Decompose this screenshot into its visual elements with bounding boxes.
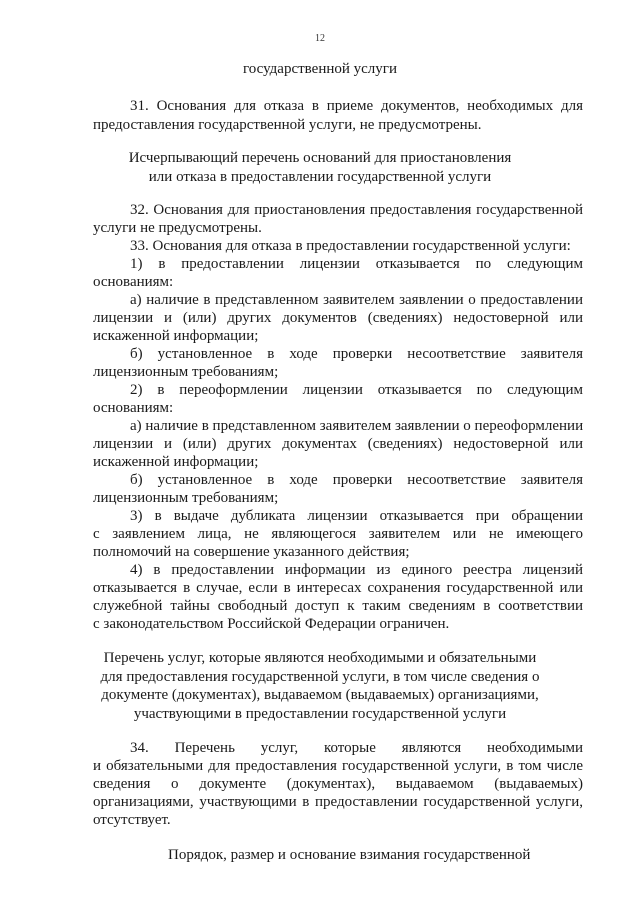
paragraph-line: 32. Основания для приостановления предоставления государственной [130,202,583,218]
paragraph-line: 31. Основания для отказа в приеме документов, необходимых для [130,98,583,114]
paragraph-line: б) установленное в ходе проверки несоответствие заявителя [130,472,583,488]
paragraph-line: лицензионным требованиям; [93,490,279,506]
paragraph-line: искаженной информации; [93,454,259,470]
paragraph-line: предоставления государственной услуги, не предусмотрены. [93,117,482,133]
section-heading: или отказа в предоставлении государственной услуги [148,169,492,185]
section-heading: Порядок, размер и основание взимания государственной [168,847,531,863]
paragraph-line: 33. Основания для отказа в предоставлении государственной услуги: [130,238,571,254]
paragraph-line: лицензии и (или) других документах (сведениях) недостоверной или [93,436,583,452]
section-heading: Перечень услуг, которые являются необходимыми и обязательными [103,650,537,666]
paragraph-line: служебной тайны свободный доступ к таким сведениям в соответствии [93,598,583,614]
paragraph-line: с заявлением лица, не являющегося заявителем или не имеющего [93,526,583,542]
paragraph-line: 2) в переоформлении лицензии отказывается по следующим [130,382,583,398]
paragraph-line: 1) в предоставлении лицензии отказывается по следующим [130,256,583,272]
paragraph-line: услуги не предусмотрены. [93,220,262,236]
section-heading: для предоставления государственной услуги, в том числе сведения о [100,669,540,685]
paragraph-line: и обязательными для предоставления государственной услуги, в том числе [93,758,583,774]
paragraph-line: полномочий на совершение указанного действия; [93,544,410,560]
section-heading: Исчерпывающий перечень оснований для приостановления [128,150,512,166]
paragraph-line: искаженной информации; [93,328,259,344]
page-number: 12 [315,33,325,44]
section-heading: участвующими в предоставлении государственной услуги [133,706,507,722]
paragraph-line: основаниям: [93,400,174,416]
section-heading: документе (документах), выдаваемом (выдаваемых) организациями, [101,687,539,703]
paragraph-line: отказывается в случае, если в интересах сохранения государственной или [93,580,583,596]
paragraph-line: а) наличие в представленном заявителем заявлении о переоформлении [130,418,584,434]
paragraph-line: лицензионным требованиям; [93,364,279,380]
paragraph-line: 34. Перечень услуг, которые являются необходимыми [130,740,583,756]
paragraph-line: отсутствует. [93,812,171,828]
paragraph-line: основаниям: [93,274,174,290]
section-heading: государственной услуги [243,61,397,77]
paragraph-line: 3) в выдаче дубликата лицензии отказывается при обращении [130,508,583,524]
paragraph-line: 4) в предоставлении информации из единого реестра лицензий [130,562,583,578]
paragraph-line: сведения о документе (документах), выдаваемом (выдаваемых) [93,776,583,792]
paragraph-line: лицензии и (или) других документов (сведениях) недостоверной или [93,310,583,326]
paragraph-line: организациями, участвующими в предоставлении государственной услуги, [93,794,583,810]
paragraph-line: б) установленное в ходе проверки несоответствие заявителя [130,346,583,362]
paragraph-line: с законодательством Российской Федерации ограничен. [93,616,450,632]
paragraph-line: а) наличие в представленном заявителем заявлении о предоставлении [130,292,583,308]
